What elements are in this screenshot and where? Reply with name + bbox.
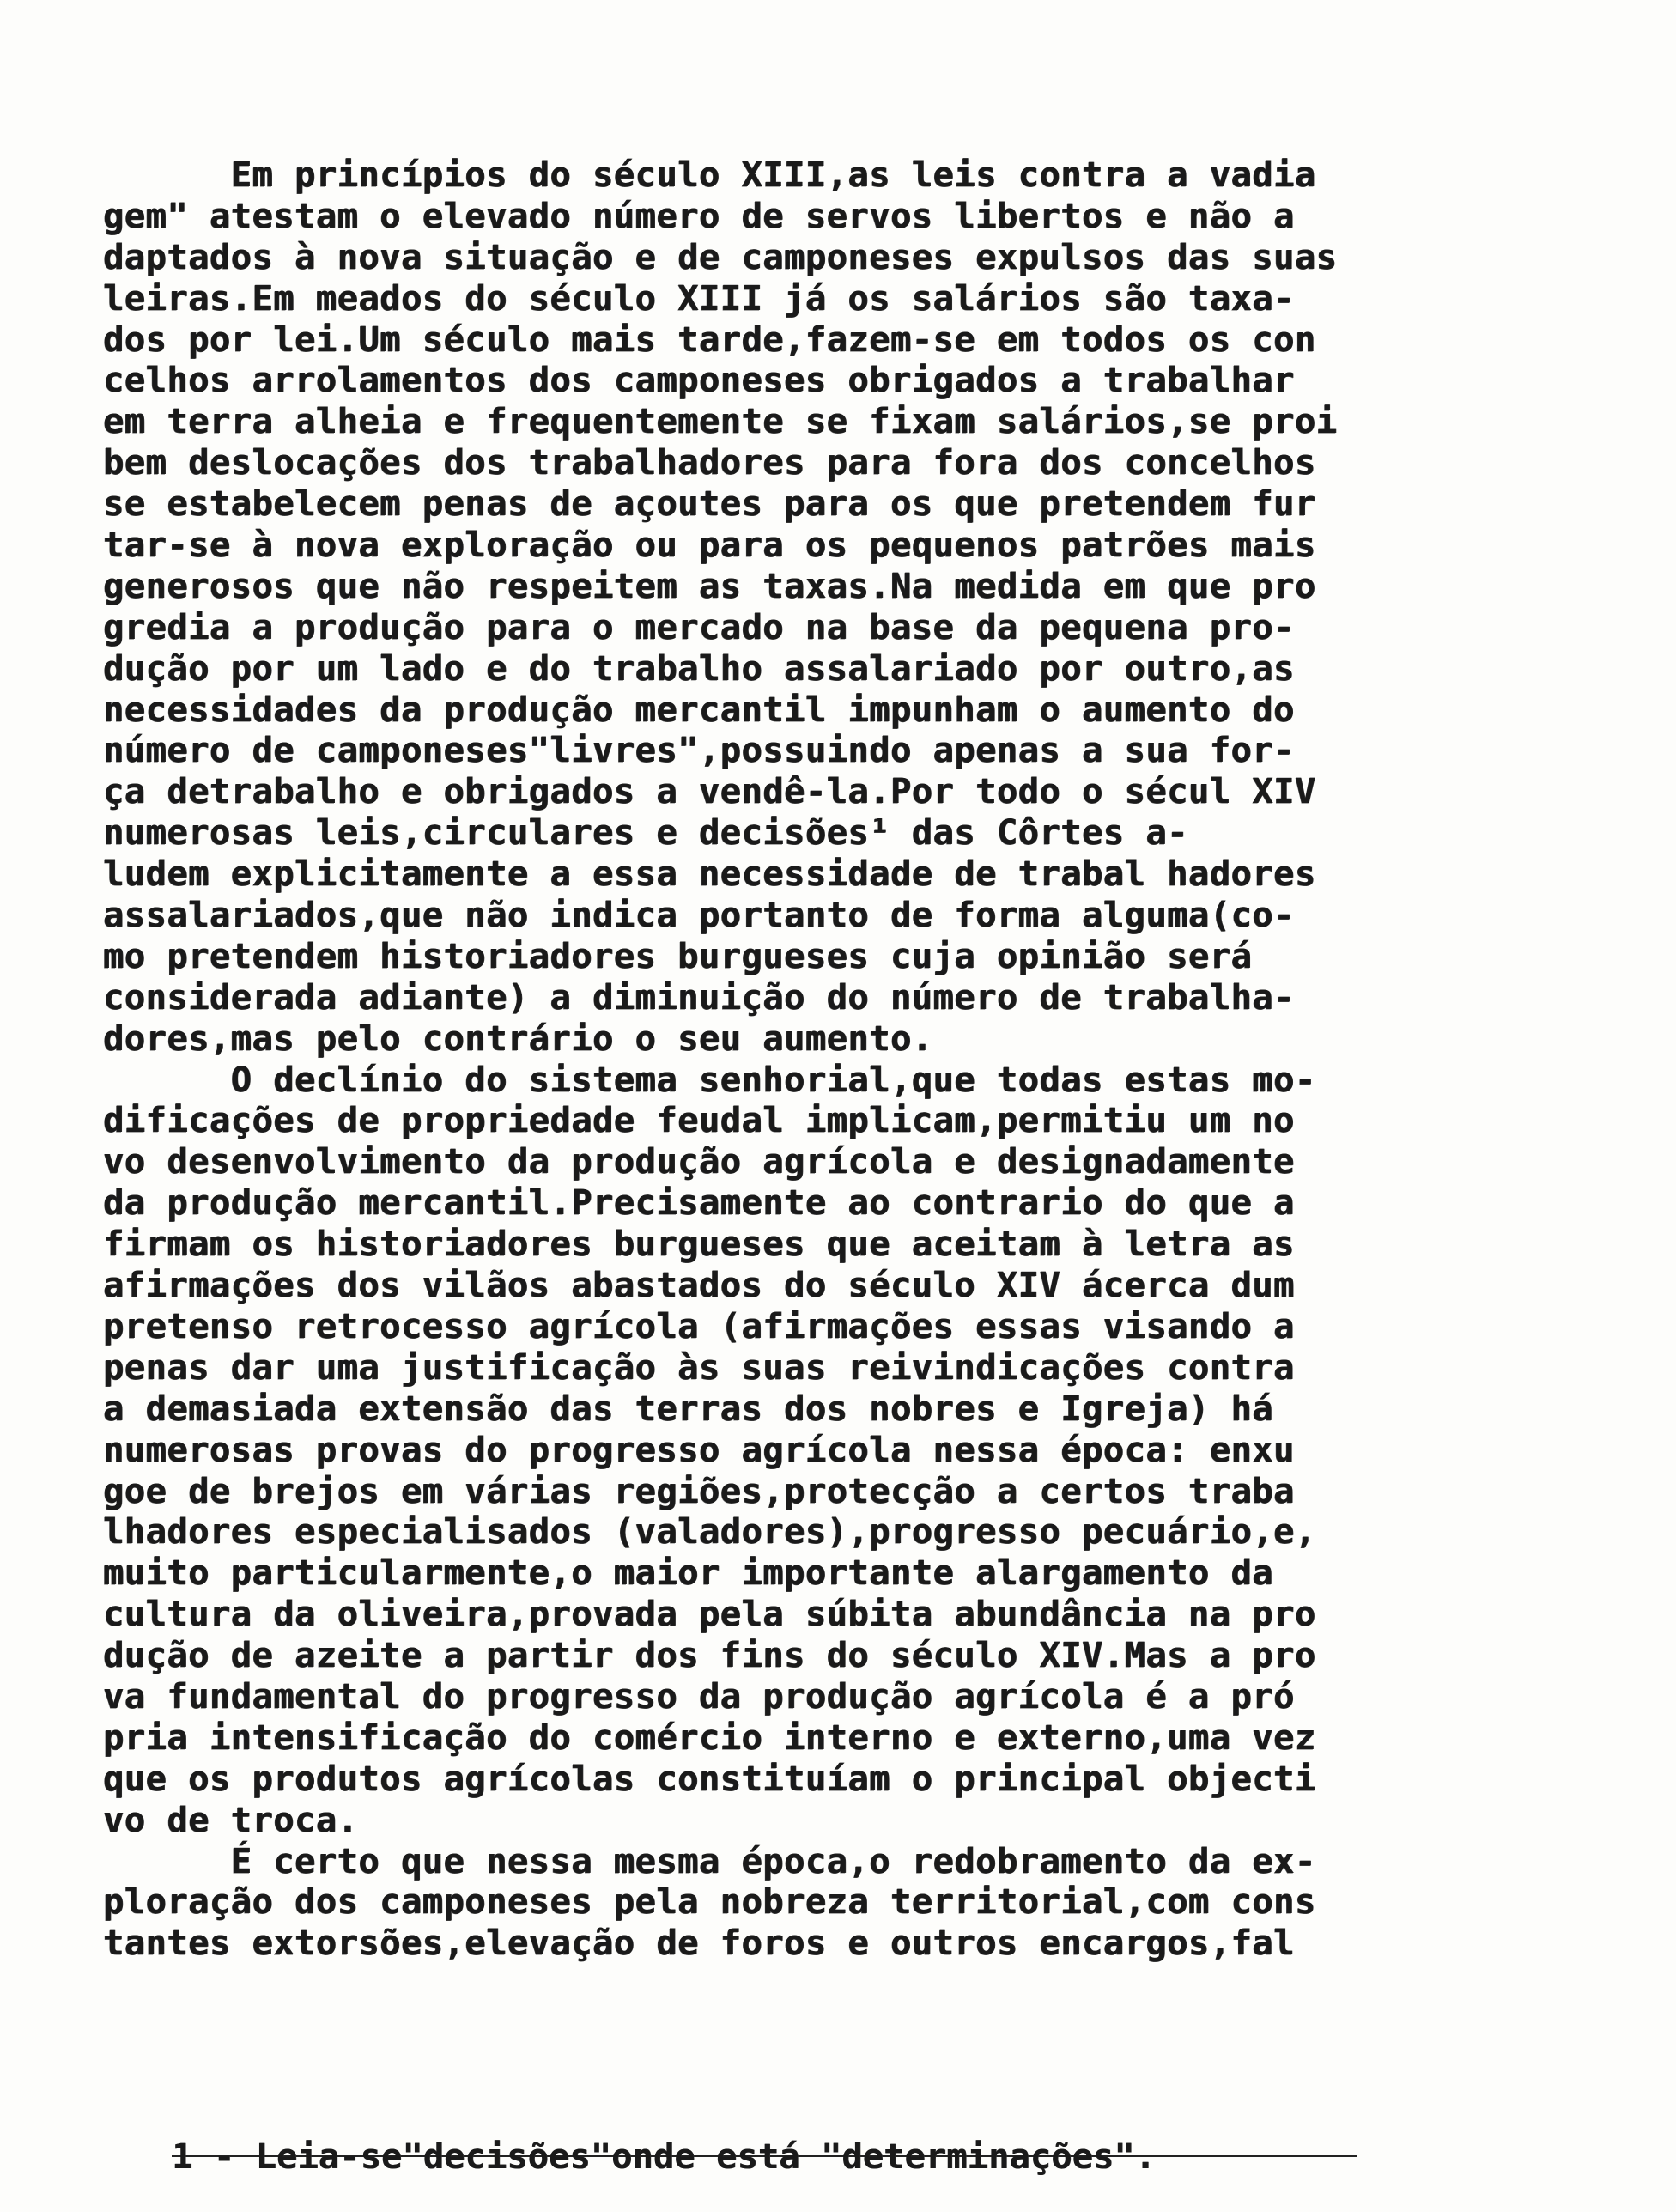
text-line: lhadores especialisados (valadores),progresso pecuário,e, xyxy=(103,1510,1316,1553)
text-line: firmam os historiadores burgueses que aceitam à letra as xyxy=(103,1223,1295,1265)
text-line: leiras.Em meados do século XIII já os salários são taxa- xyxy=(103,276,1295,319)
text-line: necessidades da produção mercantil impunham o aumento do xyxy=(103,688,1295,730)
text-line: vo de troca. xyxy=(103,1798,359,1840)
text-line: numerosas leis,circulares e decisões¹ das Côrtes a- xyxy=(103,811,1188,854)
text-line: muito particularmente,o maior importante alargamento da xyxy=(103,1552,1274,1594)
text-line: goe de brejos em várias regiões,protecção a certos traba xyxy=(103,1469,1295,1511)
text-line: considerada adiante) a diminuição do número de trabalha- xyxy=(103,975,1295,1018)
typescript-body xyxy=(103,155,1563,1964)
text-line: Em princípios do século XIII,as leis contra a vadia xyxy=(103,154,1316,195)
text-line: ça detrabalho e obrigados a vendê-la.Por todo o sécul XIV xyxy=(103,770,1316,812)
text-line: É certo que nessa mesma época,o redobramento da ex- xyxy=(103,1839,1316,1881)
text-line: dução por um lado e do trabalho assalariado por outro,as xyxy=(103,647,1295,689)
text-line: em terra alheia e frequentemente se fixam salários,se proi xyxy=(103,400,1338,442)
text-line: que os produtos agrícolas constituíam o principal objecti xyxy=(103,1757,1316,1799)
text-line: ploração dos camponeses pela nobreza territorial,com cons xyxy=(103,1881,1316,1923)
text-line: número de camponeses"livres",possuindo apenas a sua for- xyxy=(103,729,1295,771)
text-line: cultura da oliveira,provada pela súbita abundância na pro xyxy=(103,1593,1316,1635)
text-line: dução de azeite a partir dos fins do século XIV.Mas a pro xyxy=(103,1634,1316,1676)
text-line: va fundamental do progresso da produção agrícola é a pró xyxy=(103,1674,1295,1717)
text-line: celhos arrolamentos dos camponeses obrigados a trabalhar xyxy=(103,359,1295,401)
text-line: se estabelecem penas de açoutes para os que pretendem fur xyxy=(103,483,1316,525)
text-line: numerosas provas do progresso agrícola nessa época: enxu xyxy=(103,1428,1295,1470)
text-line: a demasiada extensão das terras dos nobres e Igreja) há xyxy=(103,1387,1274,1429)
text-line: generosos que não respeitem as taxas.Na medida em que pro xyxy=(103,564,1316,606)
text-line: tar-se à nova exploração ou para os pequenos patrões mais xyxy=(103,524,1316,566)
text-line: dos por lei.Um século mais tarde,fazem-se em todos os con xyxy=(103,318,1316,360)
text-line: tantes extorsões,elevação de foros e outros encargos,fal xyxy=(103,1922,1295,1964)
text-line: dificações de propriedade feudal implicam,permitiu um no xyxy=(103,1099,1295,1141)
text-line: O declínio do sistema senhorial,que todas estas mo- xyxy=(103,1058,1316,1100)
text-line: gredia a produção para o mercado na base da pequena pro- xyxy=(103,605,1295,647)
text-line: pretenso retrocesso agrícola (afirmações essas visando a xyxy=(103,1304,1295,1346)
text-line: penas dar uma justificação às suas reivindicações contra xyxy=(103,1346,1295,1388)
text-line: assalariados,que não indica portanto de forma alguma(co- xyxy=(103,894,1295,936)
text-line: daptados à nova situação e de camponeses expulsos das suas xyxy=(103,235,1338,277)
text-line: ludem explicitamente a essa necessidade de trabal hadores xyxy=(103,853,1316,895)
text-line: afirmações dos vilãos abastados do século XIV ácerca dum xyxy=(103,1264,1295,1306)
text-line: da produção mercantil.Precisamente ao contrario do que a xyxy=(103,1182,1295,1224)
text-line: gem" atestam o elevado número de servos libertos e não a xyxy=(103,194,1295,236)
text-line: pria intensificação do comércio interno e externo,uma vez xyxy=(103,1716,1316,1758)
text-line: vo desenvolvimento da produção agrícola e designadamente xyxy=(103,1140,1295,1182)
footnote: 1 - Leia-se"decisões"onde está "determinações". xyxy=(172,2136,1157,2177)
text-line: dores,mas pelo contrário o seu aumento. xyxy=(103,1017,933,1059)
text-line: bem deslocações dos trabalhadores para fora dos concelhos xyxy=(103,441,1316,483)
text-line: mo pretendem historiadores burgueses cuja opinião será xyxy=(103,934,1253,976)
